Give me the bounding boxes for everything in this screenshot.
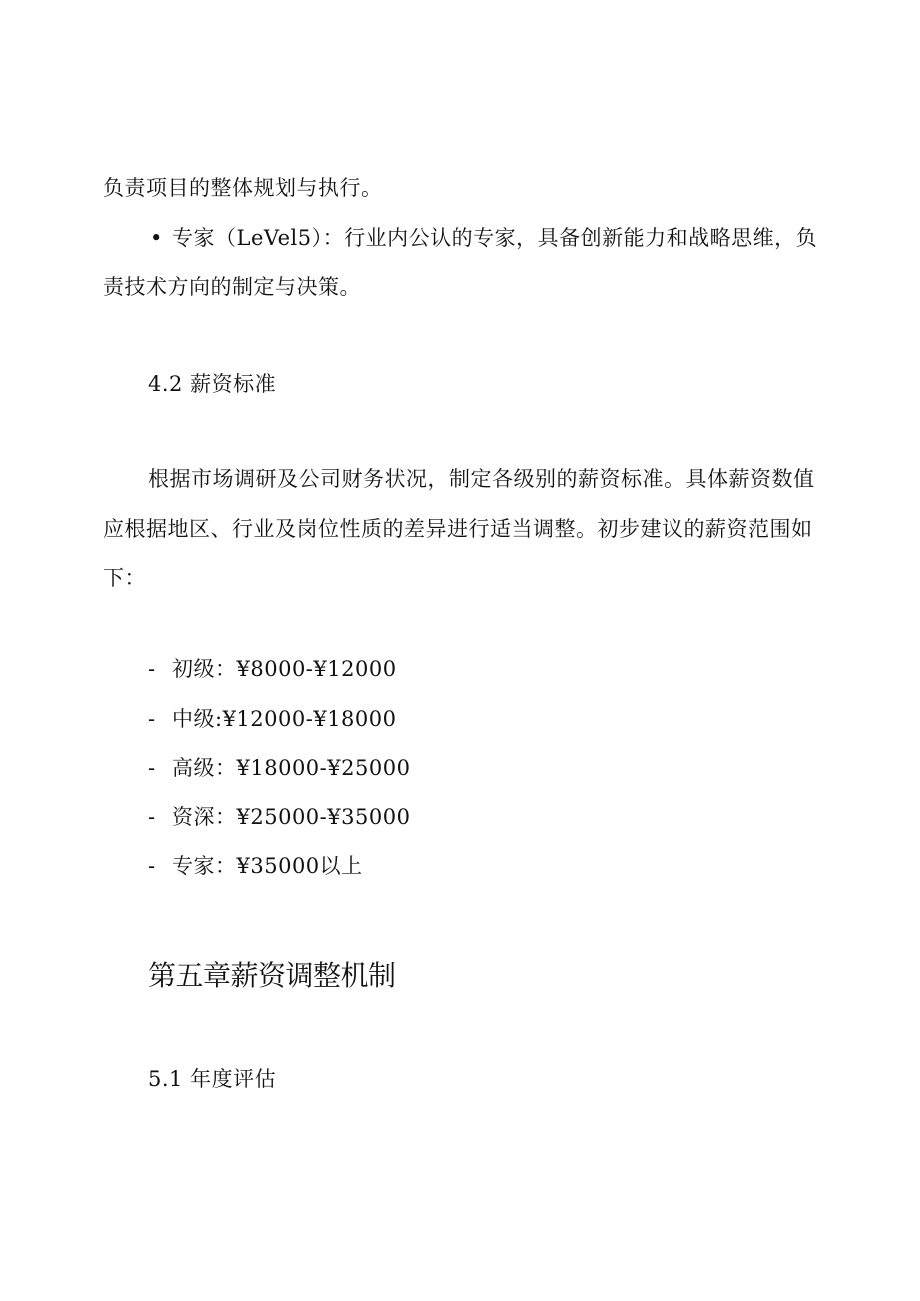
bullet-icon: •: [150, 226, 163, 250]
salary-paragraph-line3: 下：: [103, 566, 146, 590]
expert-bullet-line2: 责技术方向的制定与决策。: [103, 275, 361, 299]
section-5-1-heading: 5.1 年度评估: [148, 1067, 277, 1091]
salary-item-principal: [148, 802, 410, 832]
salary-item-mid: [148, 704, 397, 734]
salary-item-expert: [148, 851, 363, 881]
continuation-text: 负责项目的整体规划与执行。: [103, 176, 383, 200]
section-4-2-heading: 4.2 薪资标准: [148, 372, 277, 396]
salary-paragraph-line1: 根据市场调研及公司财务状况，制定各级别的薪资标准。具体薪资数值: [148, 467, 815, 491]
dash-marker: -: [148, 854, 156, 878]
dash-marker: -: [148, 707, 156, 731]
chapter-5-title: 第五章薪资调整机制: [148, 959, 396, 992]
expert-bullet-text: 专家（LeVel5）：行业内公认的专家，具备创新能力和战略思维，负: [172, 226, 818, 250]
salary-paragraph-line2: 应根据地区、行业及岗位性质的差异进行适当调整。初步建议的薪资范围如: [103, 517, 813, 541]
dash-marker: -: [148, 657, 156, 681]
salary-item-text: 专家：¥35000以上: [172, 854, 363, 878]
salary-item-text: 中级:¥12000-¥18000: [172, 707, 397, 731]
dash-marker: -: [148, 805, 156, 829]
dash-marker: -: [148, 756, 156, 780]
salary-item-text: 高级：¥18000-¥25000: [172, 756, 411, 780]
salary-item-text: 资深：¥25000-¥35000: [172, 805, 411, 829]
salary-item-junior: [148, 654, 397, 684]
expert-bullet-line1: [150, 223, 822, 253]
salary-item-senior: [148, 753, 410, 783]
salary-item-text: 初级：¥8000-¥12000: [172, 657, 397, 681]
